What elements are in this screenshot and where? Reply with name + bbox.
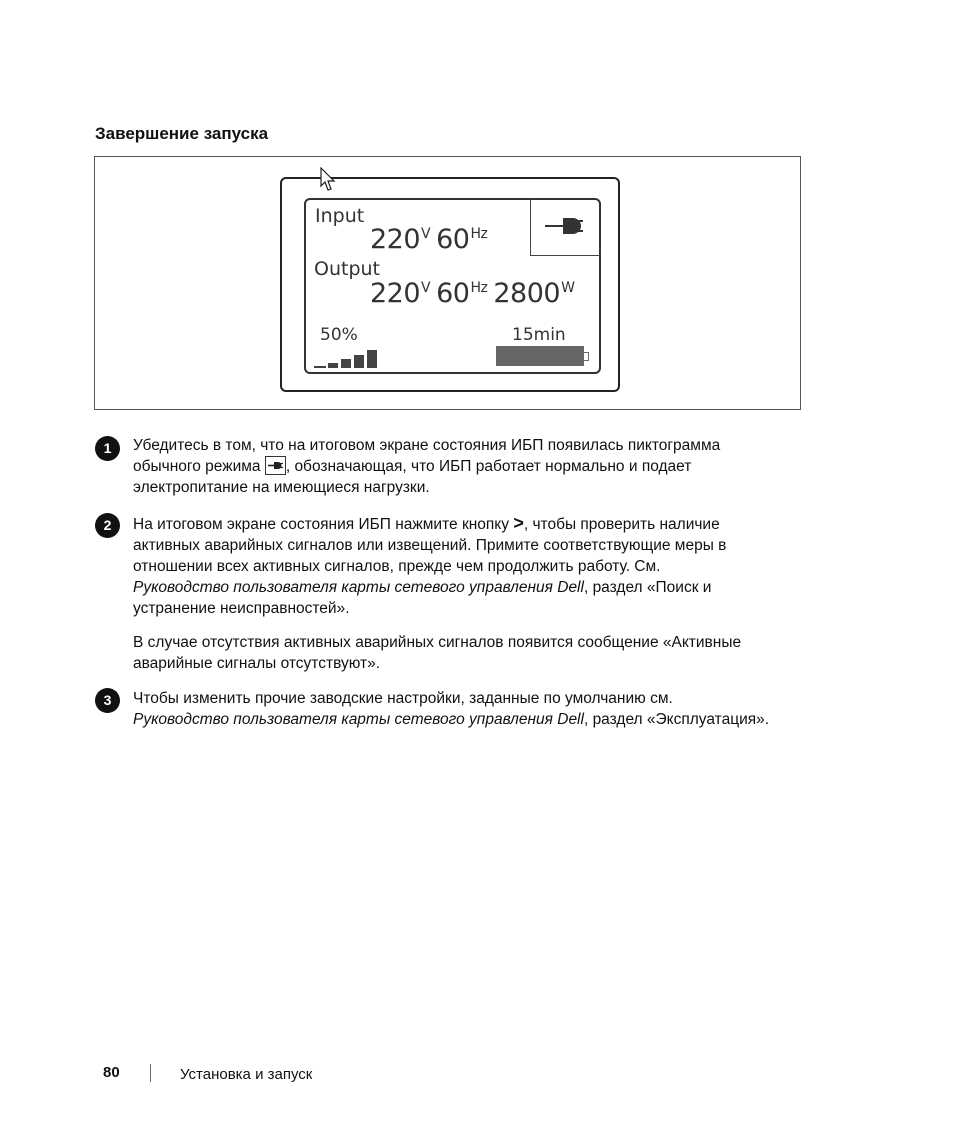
normal-mode-plug-icon <box>265 456 286 475</box>
page-number: 80 <box>103 1064 120 1081</box>
step-2-line: , чтобы проверить наличие <box>523 516 720 533</box>
input-frequency-unit: Hz <box>470 226 488 242</box>
load-percent: 50% <box>320 325 358 345</box>
manual-reference: Руководство пользователя карты сетевого управления Dell <box>133 711 584 728</box>
battery-fill <box>496 346 584 366</box>
step-3-text <box>133 688 858 730</box>
ups-lcd-screen <box>304 198 601 374</box>
input-voltage-unit: V <box>421 226 431 242</box>
step-3-line: , раздел «Эксплуатация». <box>583 711 770 728</box>
mouse-cursor-icon <box>319 167 339 193</box>
chapter-title: Установка и запуск <box>180 1066 313 1083</box>
step-2-text <box>133 513 858 619</box>
output-voltage: 220 <box>370 278 421 309</box>
plug-icon <box>531 198 601 255</box>
step-2-note-line: В случае отсутствия активных аварийных сигналов появится сообщение «Активные <box>133 634 742 651</box>
load-bar <box>367 350 377 368</box>
step-number-badge: 3 <box>95 688 120 713</box>
ups-lcd-bezel <box>280 177 620 392</box>
input-readout <box>370 224 493 255</box>
step-1-line: электропитание на имеющиеся нагрузки. <box>133 479 430 496</box>
step-2-line: , раздел «Поиск и <box>583 579 712 596</box>
manual-reference: Руководство пользователя карты сетевого управления Dell <box>133 579 584 596</box>
load-bar <box>341 359 351 368</box>
step-2-line: активных аварийных сигналов или извещений. Примите соответствующие меры в <box>133 537 727 554</box>
output-frequency-unit: Hz <box>470 280 488 296</box>
step-number-badge: 2 <box>95 513 120 538</box>
step-1-line: , обозначающая, что ИБП работает нормально и подает <box>285 458 692 475</box>
output-label: Output <box>314 258 380 280</box>
output-frequency: 60 <box>436 278 470 309</box>
load-bar <box>354 355 364 368</box>
lcd-figure <box>94 156 801 410</box>
battery-tip <box>584 352 589 361</box>
footer-divider <box>150 1064 151 1082</box>
output-power-unit: W <box>561 280 575 296</box>
battery-gauge <box>496 346 586 366</box>
step-3-line: Чтобы изменить прочие заводские настройки, заданные по умолчанию см. <box>133 690 673 707</box>
step-2-line: На итоговом экране состояния ИБП нажмите кнопку <box>133 516 510 533</box>
next-button-glyph: > <box>513 513 524 533</box>
load-level-bars <box>314 348 384 368</box>
runtime-remaining: 15min <box>512 325 566 345</box>
section-title: Завершение запуска <box>95 124 269 143</box>
step-1-line: обычного режима <box>133 458 261 475</box>
output-power: 2800 <box>493 278 561 309</box>
step-1-text <box>133 435 858 498</box>
input-frequency: 60 <box>436 224 470 255</box>
step-2-line: отношении всех активных сигналов, прежде чем продолжить работу. См. <box>133 558 661 575</box>
step-number-badge: 1 <box>95 436 120 461</box>
step-2-note-line: аварийные сигналы отсутствуют». <box>133 655 381 672</box>
output-readout <box>370 278 580 309</box>
load-bar <box>314 366 326 368</box>
input-voltage: 220 <box>370 224 421 255</box>
input-label: Input <box>315 205 365 227</box>
step-1-line: Убедитесь в том, что на итоговом экране состояния ИБП появилась пиктограмма <box>133 437 721 454</box>
load-bar <box>328 363 338 368</box>
mode-icon-box <box>530 198 601 256</box>
step-2-line: устранение неисправностей». <box>133 600 350 617</box>
output-voltage-unit: V <box>421 280 431 296</box>
step-2-note <box>133 632 858 674</box>
